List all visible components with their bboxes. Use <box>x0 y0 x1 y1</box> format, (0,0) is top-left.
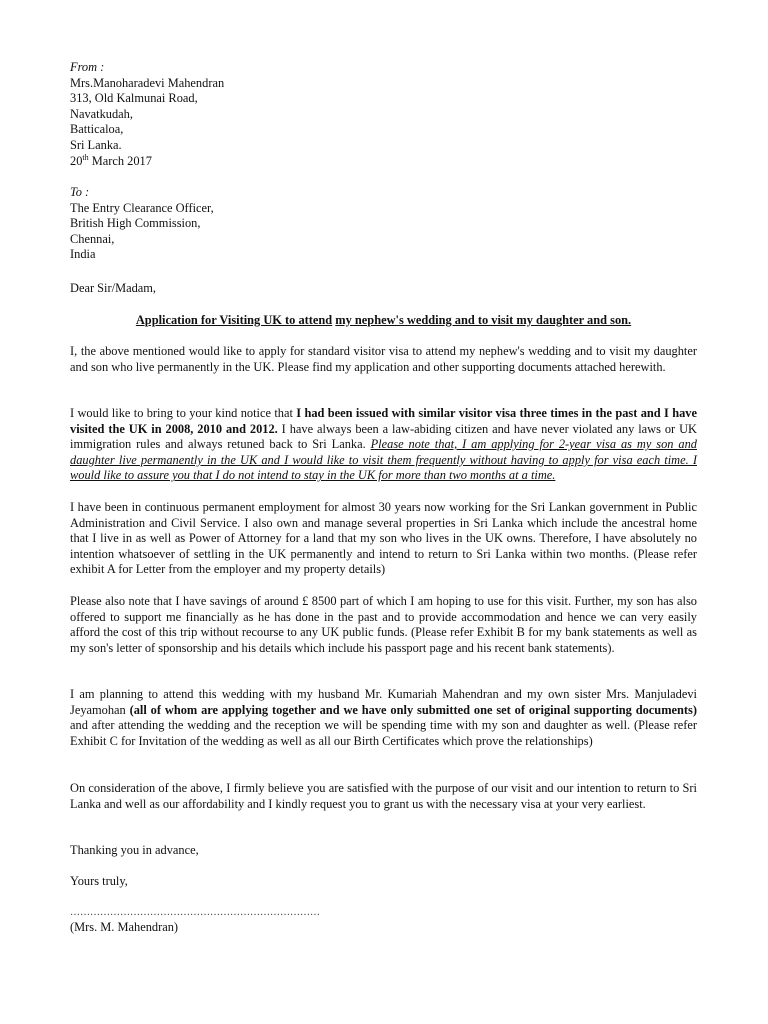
letter-date <box>70 154 697 170</box>
sender-country: Sri Lanka. <box>70 137 122 152</box>
travel-party-text: and after attending the wedding and the reception we will be spending time with my son and daughter as well. (Please refer Exhibit C for Invitation of the wedding as well as all our Birth Certificates which prove the relationships) <box>70 718 697 748</box>
recipient-block <box>70 185 697 263</box>
subject-line <box>70 313 697 329</box>
date-day: 20 <box>70 153 83 168</box>
paragraph-visa-history <box>70 406 697 484</box>
sender-address-line: Batticaloa, <box>70 122 124 137</box>
salutation: Dear Sir/Madam, <box>70 281 157 295</box>
visa-history-text: I have always been a law-abiding citizen and have never violated any laws or UK immigration rules and always retuned back to Sri Lanka. <box>70 421 697 452</box>
subject-part-2: my nephew's wedding and to visit my daughter and son. <box>335 313 632 327</box>
closing-yours: Yours truly, <box>70 874 128 888</box>
closing-thanks: Thanking you in advance, <box>70 843 199 857</box>
visa-history-text: I would like to bring to your kind notice that <box>70 406 297 420</box>
paragraph-conclusion: On consideration of the above, I firmly believe you are satisfied with the purpose of our visit and our intention to return to Sri Lanka and well as our affordability and I kindly request you to grant us with the necessary visa at your very earliest. <box>70 781 697 811</box>
paragraph-employment: I have been in continuous permanent employment for almost 30 years now working for the Sri Lankan government in Public Administration and Civil Service. I also own and manage several properties in Sri Lanka which include the ancestral home that I live in as well as Power of Attorney for a land that my son who lives in the UK owns. Therefore, I have absolutely no intention whatsoever of settling in the UK permanently and intend to return to Sri Lanka within two months. (Please refer exhibit A for Letter from the employer and my property details) <box>70 500 697 577</box>
paragraph-intro: I, the above mentioned would like to apply for standard visitor visa to attend my nephew's wedding and to visit my daughter and son who live permanently in the UK. Please find my application and other supporting documents attached herewith. <box>70 344 697 374</box>
recipient-line: British High Commission, <box>70 216 201 231</box>
visa-request-note: Please note that, I am applying for 2-year visa as my son and daughter live permanently in the UK and I would like to visit them frequently without having to apply for visa each time. I would like to assure you that I do not intend to stay in the UK for more than two months at a time. <box>70 437 698 483</box>
sender-name: Mrs.Manoharadevi Mahendran <box>70 75 225 90</box>
date-suffix: th <box>82 152 89 162</box>
date-month-year: March 2017 <box>88 153 152 168</box>
subject-part-1: Application for Visiting UK to attend <box>135 313 333 327</box>
travel-party-text: I am planning to attend this wedding with my husband Mr. Kumariah Mahendran and my own sister Mrs. Manjuladevi Jeyamohan <box>70 687 697 717</box>
signatory-name: (Mrs. M. Mahendran) <box>70 920 179 934</box>
from-label: From : <box>70 60 105 74</box>
paragraph-finances: Please also note that I have savings of around £ 8500 part of which I am hoping to use for this visit. Further, my son has also offered to support me financially as he has done in the past and to provide accommodation and hence we can very easily afford the cost of this trip without recourse to any UK public funds. (Please refer Exhibit B for my bank statements as well as my son's letter of sponsorship and his details which include his passport page and his recent bank statements). <box>70 594 697 655</box>
recipient-line: India <box>70 247 96 262</box>
travel-party-bold: (all of whom are applying together and we have only submitted one set of original supporting documents) <box>129 702 697 717</box>
visa-history-bold: I had been issued with similar visitor visa three times in the past and I have visited the UK in 2008, 2010 and 2012. <box>70 406 698 436</box>
paragraph-travel-party <box>70 687 697 749</box>
sender-block <box>70 60 697 169</box>
recipient-line: The Entry Clearance Officer, <box>70 200 214 215</box>
signature-line: ………………………………………………………………… <box>70 907 320 918</box>
sender-address-line: 313, Old Kalmunai Road, <box>70 91 198 106</box>
to-label: To : <box>70 185 90 199</box>
recipient-line: Chennai, <box>70 231 115 246</box>
sender-address-line: Navatkudah, <box>70 106 133 121</box>
